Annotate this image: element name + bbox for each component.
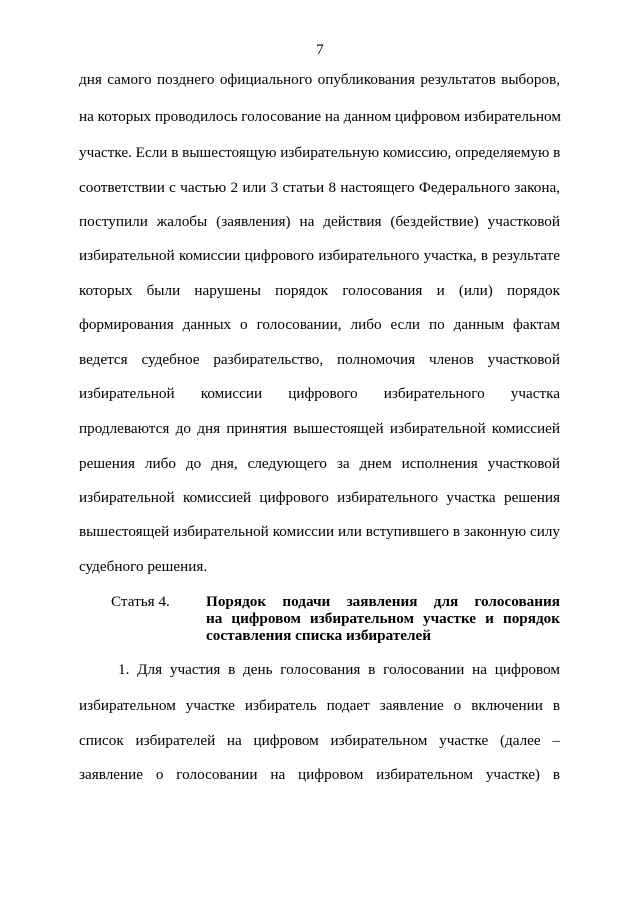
- page-number: 7: [316, 42, 324, 58]
- paragraph-line: избирательной комиссии цифрового избирательного участка, в результате: [79, 247, 560, 264]
- paragraph-line: избирательном участке избиратель подает заявление о включении в: [79, 697, 560, 714]
- paragraph-line: соответствии с частью 2 или 3 статьи 8 настоящего Федерального закона,: [79, 179, 560, 196]
- paragraph-line: участке. Если в вышестоящую избирательную комиссию, определяемую в: [79, 144, 561, 161]
- paragraph-line: 1. Для участия в день голосования в голосовании на цифровом: [118, 661, 560, 678]
- article-title-line: Порядок подачи заявления для голосования: [206, 593, 560, 610]
- paragraph-line: решения либо до дня, следующего за днем исполнения участковой: [79, 455, 560, 472]
- article-title-line: на цифровом избирательном участке и порядок: [206, 610, 560, 627]
- paragraph-line: судебного решения.: [79, 558, 208, 575]
- paragraph-line: список избирателей на цифровом избирательном участке (далее –: [79, 732, 560, 749]
- paragraph-line: ведется судебное разбирательство, полномочия членов участковой: [79, 351, 560, 368]
- paragraph-line: которых были нарушены порядок голосования и (или) порядок: [79, 282, 560, 299]
- paragraph-line: избирательной комиссии цифрового избирательного участка: [79, 385, 560, 402]
- paragraph-line: вышестоящей избирательной комиссии или вступившего в законную силу: [79, 523, 560, 540]
- article-label: Статья 4.: [111, 593, 170, 610]
- paragraph-line: дня самого позднего официального опубликования результатов выборов,: [79, 71, 560, 88]
- paragraph-line: на которых проводилось голосование на данном цифровом избирательном: [79, 108, 561, 125]
- paragraph-line: поступили жалобы (заявления) на действия (бездействие) участковой: [79, 213, 560, 230]
- paragraph-line: избирательной комиссией цифрового избирательного участка решения: [79, 489, 560, 506]
- paragraph-line: заявление о голосовании на цифровом избирательном участке) в: [79, 766, 560, 783]
- article-title-line: составления списка избирателей: [206, 627, 432, 644]
- paragraph-line: продлеваются до дня принятия вышестоящей избирательной комиссией: [79, 420, 560, 437]
- paragraph-line: формирования данных о голосовании, либо если по данным фактам: [79, 316, 560, 333]
